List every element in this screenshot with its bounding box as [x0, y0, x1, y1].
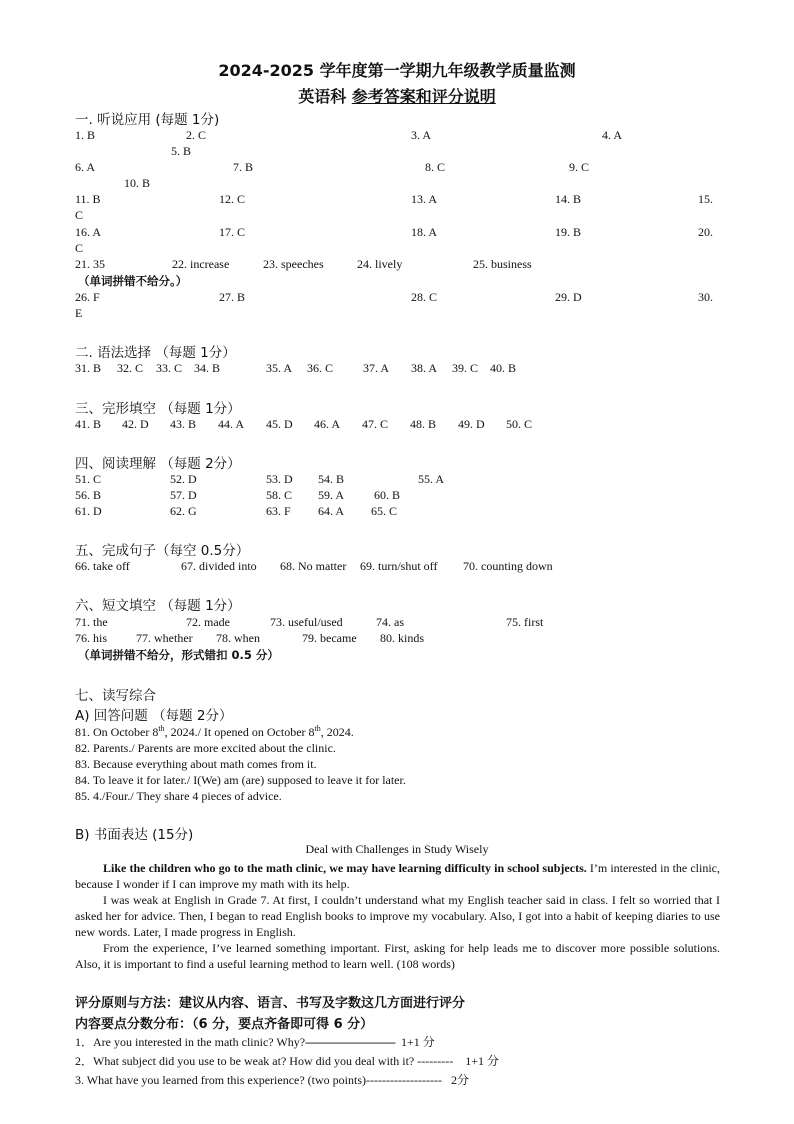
document-subtitle: [0, 84, 794, 107]
answer-item: 11. B: [75, 192, 101, 206]
answer-item: 52. D: [170, 472, 197, 486]
answer-item: 57. D: [170, 488, 197, 502]
answer-item: 68. No matter: [280, 559, 347, 573]
answer-item: 32. C: [117, 361, 144, 375]
essay-paragraph-1: Like the children who go to the math clinic, we may have learning difficulty in school subjects. I’m interested in the clinic, because I wonder if I can improve my math with its help.: [75, 861, 721, 891]
form-note: （单词拼错不给分，形式错扣 0.5 分）: [78, 648, 279, 662]
section-reading-heading: 四、阅读理解 （每题 2分）: [75, 456, 241, 472]
answer-item: 66. take off: [75, 559, 130, 573]
answer-item: 16. A: [75, 225, 102, 239]
answer-item: 12. C: [219, 192, 246, 206]
answer-item: 61. D: [75, 504, 102, 518]
answer-item: 28. C: [411, 290, 438, 304]
answer-item: 78. when: [216, 631, 260, 645]
answer-item: 37. A: [363, 361, 390, 375]
answer-item: 15.: [698, 192, 713, 206]
answer-item: 3. A: [411, 128, 432, 142]
answer-item: 75. first: [506, 615, 544, 629]
answer-item: 48. B: [410, 417, 437, 431]
answer-item: 30.: [698, 290, 713, 304]
answer-item: 25. business: [473, 257, 532, 271]
answer-item: 33. C: [156, 361, 183, 375]
answer-item: 47. C: [362, 417, 389, 431]
answer-item: 9. C: [569, 160, 590, 174]
answer-item: 64. A: [318, 504, 345, 518]
section-qa-heading: A) 回答问题 （每题 2分）: [75, 708, 233, 724]
section-rw-heading: 七、读写综合: [75, 688, 156, 704]
answer-item: 59. A: [318, 488, 345, 502]
answer-item: 45. D: [266, 417, 293, 431]
answer-item: 7. B: [233, 160, 254, 174]
answer-item: 65. C: [371, 504, 398, 518]
answer-item: 1. B: [75, 128, 96, 142]
answer-item: 27. B: [219, 290, 246, 304]
subject-label: 英语科: [298, 87, 347, 106]
answer-item: 60. B: [374, 488, 401, 502]
answer-item: C: [75, 241, 84, 255]
section-grammar-heading: 二. 语法选择 （每题 1分）: [75, 345, 236, 361]
answer-item: 53. D: [266, 472, 293, 486]
essay-paragraph-3: From the experience, I’ve learned something important. First, asking for help leads me to discover more possible solutions. Also, it is important to find a useful learning method to learn well. (108 words): [75, 941, 720, 971]
answer-item: 4. A: [602, 128, 623, 142]
essay-title: Deal with Challenges in Study Wisely: [305, 842, 489, 856]
answer-item: 79. became: [302, 631, 357, 645]
answer-item: 26. F: [75, 290, 100, 304]
answer-item: 22. increase: [172, 257, 230, 271]
answer-item: E: [75, 306, 83, 320]
answer-item: 80. kinds: [380, 631, 425, 645]
section-sentence-heading: 五、完成句子（每空 0.5分）: [75, 543, 250, 559]
answer-item: 29. D: [555, 290, 582, 304]
answer-item: 14. B: [555, 192, 582, 206]
answer-item: 49. D: [458, 417, 485, 431]
answer-item: 8. C: [425, 160, 446, 174]
answer-item: 67. divided into: [181, 559, 257, 573]
answer-item: 6. A: [75, 160, 96, 174]
answer-item: 69. turn/shut off: [360, 559, 438, 573]
scoring-item: 2．What subject did you use to be weak at? How did you deal with it? --------- 1+1 分: [75, 1054, 500, 1068]
answer-key-label: 参考答案和评分说明: [351, 87, 496, 106]
answer-item: 13. A: [411, 192, 438, 206]
document-title: 2024-2025 学年度第一学期九年级教学质量监测: [218, 61, 576, 80]
scoring-item: 1．Are you interested in the math clinic? Why?------------------------------ 1+1 分: [75, 1035, 435, 1049]
answer-item: 77. whether: [136, 631, 193, 645]
answer-item: 2. C: [186, 128, 207, 142]
answer-item: 58. C: [266, 488, 293, 502]
answer-item: 34. B: [194, 361, 221, 375]
section-cloze-heading: 三、完形填空 （每题 1分）: [75, 401, 241, 417]
answer-item: 23. speeches: [263, 257, 324, 271]
answer-item: 73. useful/used: [270, 615, 343, 629]
scoring-content: 内容要点分数分布：（6 分，要点齐备即可得 6 分）: [75, 1017, 374, 1032]
answer-item: 39. C: [452, 361, 479, 375]
answer-item: 82. Parents./ Parents are more excited about the clinic.: [75, 741, 336, 755]
section-passage-heading: 六、短文填空 （每题 1分）: [75, 598, 241, 614]
answer-item: 10. B: [124, 176, 151, 190]
answer-item: 44. A: [218, 417, 245, 431]
answer-item: 70. counting down: [463, 559, 553, 573]
scoring-principle: 评分原则与方法：建议从内容、语言、书写及字数这几方面进行评分: [75, 996, 466, 1011]
answer-item: 81. On October 8th, 2024./ It opened on October 8th, 2024.: [75, 724, 354, 739]
answer-item: 43. B: [170, 417, 197, 431]
answer-item: 76. his: [75, 631, 108, 645]
answer-item: C: [75, 208, 84, 222]
scoring-item: 3. What have you learned from this experience? (two points)------------------- 2分: [75, 1073, 469, 1087]
answer-item: 20.: [698, 225, 713, 239]
answer-item: 18. A: [411, 225, 438, 239]
answer-item: 42. D: [122, 417, 149, 431]
answer-item: 31. B: [75, 361, 102, 375]
answer-item: 83. Because everything about math comes from it.: [75, 757, 317, 771]
answer-item: 54. B: [318, 472, 345, 486]
section-writing-heading: B) 书面表达 (15分): [75, 827, 194, 843]
answer-item: 21. 35: [75, 257, 105, 271]
answer-item: 40. B: [490, 361, 517, 375]
essay-paragraph-2: I was weak at English in Grade 7. At first, I couldn’t understand what my English teacher said in class. I felt so worried that I asked her for advice. Then, I began to read English books to improve my vocabulary. Also, I got into a habit of keeping diaries to use new words. Later, I made progress in English.: [75, 893, 720, 939]
answer-item: 19. B: [555, 225, 582, 239]
answer-item: 17. C: [219, 225, 246, 239]
answer-item: 72. made: [186, 615, 230, 629]
answer-item: 35. A: [266, 361, 293, 375]
spelling-note: （单词拼错不给分。）: [78, 274, 188, 288]
answer-item: 38. A: [411, 361, 438, 375]
answer-item: 56. B: [75, 488, 102, 502]
answer-item: 41. B: [75, 417, 102, 431]
answer-item: 85. 4./Four./ They share 4 pieces of advice.: [75, 789, 282, 803]
answer-item: 24. lively: [357, 257, 403, 271]
answer-item: 84. To leave it for later./ I(We) am (are) supposed to leave it for later.: [75, 773, 406, 787]
answer-item: 71. the: [75, 615, 108, 629]
answer-item: 74. as: [376, 615, 404, 629]
answer-item: 51. C: [75, 472, 102, 486]
answer-item: 62. G: [170, 504, 197, 518]
answer-item: 36. C: [307, 361, 334, 375]
answer-item: 50. C: [506, 417, 533, 431]
answer-item: 46. A: [314, 417, 341, 431]
answer-item: 5. B: [171, 144, 192, 158]
section-listening-heading: 一. 听说应用 (每题 1分): [75, 112, 220, 128]
answer-item: 55. A: [418, 472, 445, 486]
answer-item: 63. F: [266, 504, 291, 518]
